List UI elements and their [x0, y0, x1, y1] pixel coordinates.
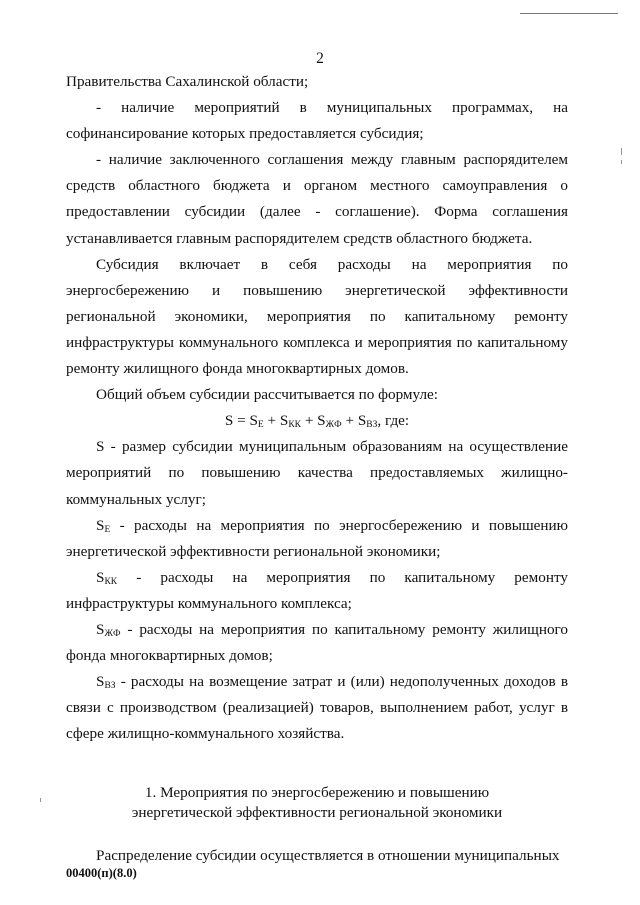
paragraph-condition-programs: - наличие мероприятий в муниципальных программах, на софинансирование которых предоставляется субсидия; [66, 99, 568, 143]
formula-sub-kk: КК [288, 420, 302, 431]
page-number: 2 [316, 50, 324, 67]
section-heading-line-2: энергетической эффективности региональной экономики [131, 804, 503, 822]
definition-subscript: ЖФ [104, 628, 121, 639]
definition-text: - расходы на мероприятия по капитальному ремонту инфраструктуры коммунального комплекса; [66, 568, 568, 612]
formula-sub-vz: ВЗ [366, 420, 378, 431]
definition-symbol: S [96, 568, 105, 586]
formula-plus-3: + S [341, 412, 367, 430]
definition-symbol: S [96, 620, 105, 638]
document-footer-code: 00400(п)(8.0) [66, 866, 137, 880]
paragraph-subsidy-scope: Субсидия включает в себя расходы на мероприятия по энергосбережению и повышению энергетической эффективности региональной экономики, мероприятия по капитальному ремонту инфраструктуры коммунального комплекса и мероприятия по капитальному ремонту жилищного фонда многоквартирных домов. [66, 255, 568, 378]
definition-subscript: ВЗ [104, 681, 116, 692]
definition-text: - расходы на мероприятия по энергосбережению и повышению энергетической эффективности региональной экономики; [66, 516, 568, 560]
definition-s-kk [66, 565, 568, 617]
definition-s-e [66, 513, 568, 565]
paragraph-formula-intro: Общий объем субсидии рассчитывается по формуле: [96, 386, 439, 404]
scan-mark-right [621, 148, 622, 155]
definition-subscript: КК [104, 576, 118, 587]
formula-sub-e: E [257, 420, 264, 431]
paragraph-condition-agreement: - наличие заключенного соглашения между главным распорядителем средств областного бюджета и органом местного самоуправления о предоставлении субсидии (далее - соглашение). Форма соглашения устанавливается главным распорядителем средств областного бюджета. [66, 151, 568, 247]
definition-s [66, 434, 568, 512]
formula-plus-2: + S [301, 412, 326, 430]
subsidy-formula [66, 408, 568, 434]
definition-text: - расходы на мероприятия по капитальному ремонту жилищного фонда многоквартирных домов; [66, 620, 568, 665]
formula-plus-1: + S [263, 412, 289, 430]
definition-subscript: E [104, 524, 111, 535]
header-rule [520, 13, 618, 14]
scan-mark-left [40, 798, 41, 802]
formula-sub-zhf: ЖФ [325, 420, 342, 431]
definition-text: - размер субсидии муниципальным образованиям на осуществление мероприятий по повышению качества предоставляемых жилищно-коммунальных услуг; [66, 438, 568, 508]
section-heading [66, 783, 568, 823]
scan-mark-right [621, 160, 622, 164]
definition-symbol: S [96, 516, 105, 534]
paragraph-distribution: Распределение субсидии осуществляется в отношении муниципальных [96, 847, 560, 865]
definition-symbol: S [96, 438, 105, 456]
definition-s-vz [66, 669, 568, 747]
paragraph-continuation: Правительства Сахалинской области; [66, 73, 309, 90]
formula-s: S [224, 412, 234, 430]
formula-tail: , где: [377, 412, 410, 430]
formula-eq: = S [233, 412, 258, 430]
definition-symbol: S [96, 673, 105, 691]
section-heading-line-1: 1. Мероприятия по энергосбережению и повышению [144, 784, 490, 802]
definition-s-zhf [66, 617, 568, 669]
definition-text: - расходы на возмещение затрат и (или) недополученных доходов в связи с производством (реализацией) товаров, выполнением работ, услуг в сфере жилищно-коммунального хозяйства. [66, 673, 568, 743]
document-body [66, 69, 568, 870]
